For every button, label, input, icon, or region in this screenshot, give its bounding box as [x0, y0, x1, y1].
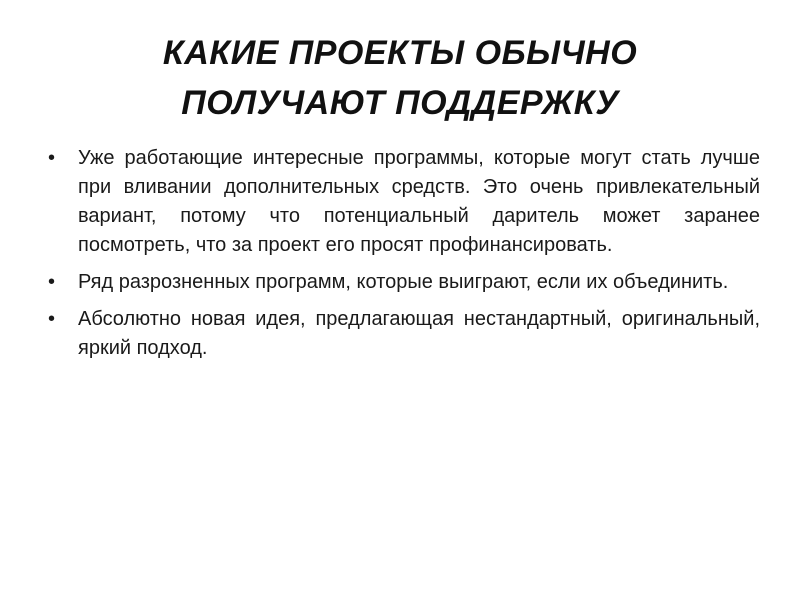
bullet-item	[48, 144, 760, 260]
bullet-icon: •	[48, 147, 56, 169]
bullet-icon: •	[48, 308, 56, 330]
bullet-list	[48, 144, 760, 371]
bullet-text: Ряд разрозненных программ, которые выиграют, если их объединить.	[78, 271, 729, 293]
bullet-item	[48, 305, 760, 363]
bullet-item	[48, 268, 760, 297]
slide-title-line-1: КАКИЕ ПРОЕКТЫ ОБЫЧНО	[162, 34, 638, 72]
bullet-text: Абсолютно новая идея, предлагающая нестандартный, оригинальный, яркий подход.	[78, 308, 760, 359]
slide-title	[40, 28, 760, 128]
bullet-icon: •	[48, 271, 56, 293]
slide-title-line-2: ПОЛУЧАЮТ ПОДДЕРЖКУ	[181, 84, 619, 122]
bullet-text: Уже работающие интересные программы, которые могут стать лучше при вливании дополнительных средств. Это очень привлекательный вариант, потому что потенциальный даритель может заранее посмотреть, что за проект его просят профинансировать.	[78, 147, 760, 256]
